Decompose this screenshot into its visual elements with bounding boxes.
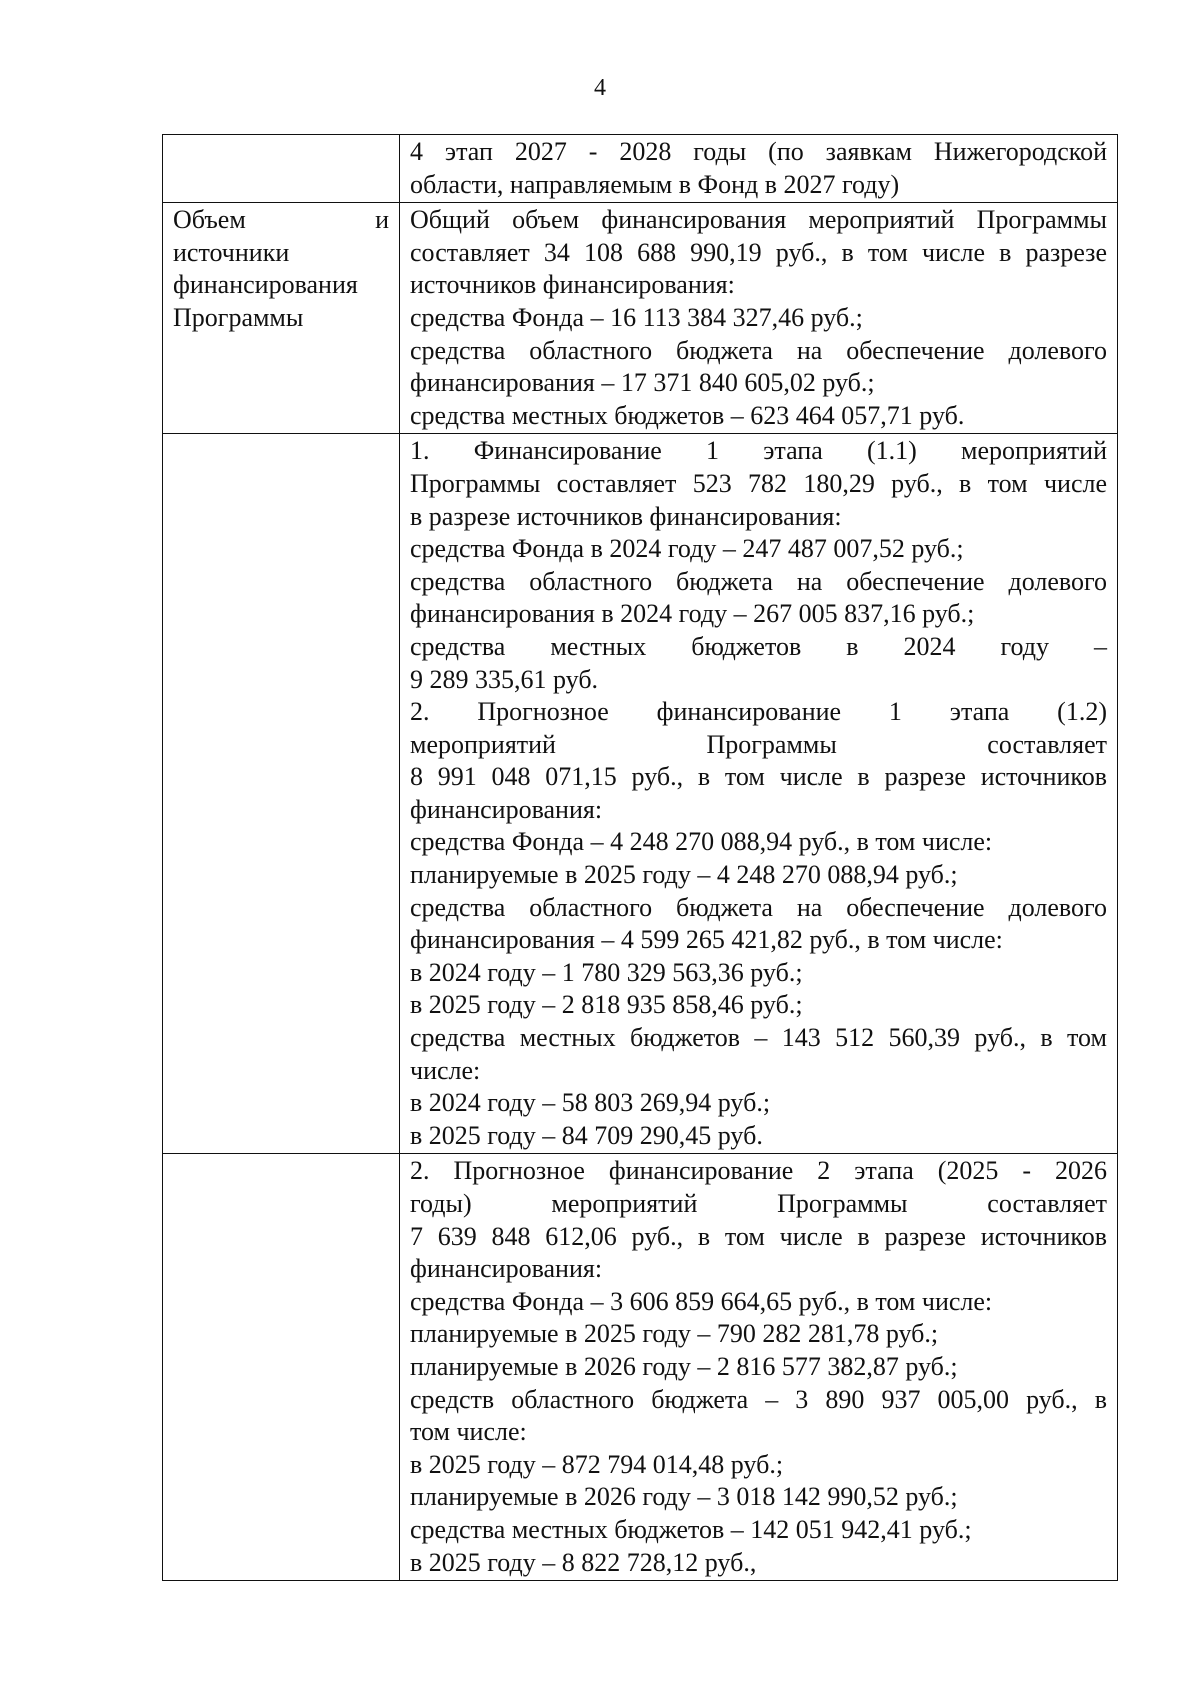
text-line: финансирования в 2024 году – 267 005 837,16 руб.; [410,599,975,629]
text-line: 4 этап 2027 - 2028 годы (по заявкам Нижегородской [410,137,1107,166]
table-row-stage-4 [163,135,1118,203]
label-line [173,204,389,237]
text-line: средства местных бюджетов – 142 051 942,41 руб.; [410,1514,972,1544]
table-row-stage-2 [163,1154,1118,1581]
text-line: финансирования – 17 371 840 605,02 руб.; [410,368,875,398]
table-row-stage-1 [163,434,1118,1154]
text-line: финансирования: [410,1254,603,1284]
program-passport-table [162,134,1118,1581]
text-line: в 2024 году – 1 780 329 563,36 руб.; [410,957,803,987]
row-content-cell [400,135,1118,203]
label-word: и [375,205,389,235]
text-line: Общий объем финансирования мероприятий Программы [410,205,1107,235]
text-line: Программы составляет 523 782 180,29 руб., в том числе [410,468,1107,498]
row-content-cell [400,203,1118,434]
text-line: средства местных бюджетов – 623 464 057,71 руб. [410,400,965,430]
row-content-cell [400,1154,1118,1581]
text-line: в 2025 году – 2 818 935 858,46 руб.; [410,990,803,1020]
text-line: средства Фонда – 3 606 859 664,65 руб., в том числе: [410,1286,993,1316]
row-content-cell [400,434,1118,1154]
table-row-financing-volume [163,203,1118,434]
text-line: средства местных бюджетов – 143 512 560,39 руб., в том [410,1023,1107,1053]
text-line: средства областного бюджета на обеспечение долевого [410,566,1107,596]
text-line: источников финансирования: [410,270,735,300]
text-line: 1. Финансирование 1 этапа (1.1) мероприятий [410,436,1107,466]
text-line: планируемые в 2025 году – 790 282 281,78 руб.; [410,1319,939,1349]
row-label-cell [163,135,400,203]
label-line: Программы [173,302,304,332]
text-line: средства Фонда в 2024 году – 247 487 007,52 руб.; [410,534,964,564]
text-line: 7 639 848 612,06 руб., в том числе в разрезе источников [410,1221,1107,1251]
text-line: финансирования – 4 599 265 421,82 руб., в том числе: [410,925,1003,955]
text-line: в 2025 году – 84 709 290,45 руб. [410,1120,763,1150]
text-line: средств областного бюджета – 3 890 937 005,00 руб., в [410,1384,1107,1414]
row-label-cell [163,434,400,1154]
text-line: средства местных бюджетов в 2024 году – [410,631,1107,661]
text-line: мероприятий Программы составляет [410,729,1107,759]
text-line: 8 991 048 071,15 руб., в том числе в разрезе источников [410,762,1107,792]
text-line: числе: [410,1055,481,1085]
text-line: годы) мероприятий Программы составляет [410,1189,1107,1218]
text-line: 2. Прогнозное финансирование 2 этапа (2025 - 2026 [410,1156,1107,1186]
text-line: планируемые в 2026 году – 2 816 577 382,87 руб.; [410,1351,958,1381]
text-line: в 2024 году – 58 803 269,94 руб.; [410,1088,771,1118]
text-line: средства областного бюджета на обеспечение долевого [410,892,1107,922]
page-number: 4 [594,75,606,101]
text-line: в 2025 году – 872 794 014,48 руб.; [410,1449,784,1479]
label-line: источники [173,237,290,267]
text-line: том числе: [410,1417,527,1447]
text-line: в разрезе источников финансирования: [410,501,842,531]
row-label-cell-financing [163,203,400,434]
text-line: составляет 34 108 688 990,19 руб., в том числе в разрезе [410,237,1107,267]
text-line: 9 289 335,61 руб. [410,664,599,694]
text-line: планируемые в 2025 году – 4 248 270 088,94 руб.; [410,860,958,890]
label-word: Объем [173,205,246,235]
text-line: в 2025 году – 8 822 728,12 руб., [410,1547,757,1577]
text-line: планируемые в 2026 году – 3 018 142 990,52 руб.; [410,1482,958,1512]
text-line: средства Фонда – 16 113 384 327,46 руб.; [410,302,863,332]
text-line: средства Фонда – 4 248 270 088,94 руб., в том числе: [410,827,993,857]
text-line: финансирования: [410,794,603,824]
text-line: средства областного бюджета на обеспечение долевого [410,335,1107,365]
text-line: области, направляемым в Фонд в 2027 году) [410,169,900,199]
row-label-cell [163,1154,400,1581]
label-line: финансирования [173,270,358,300]
text-line: 2. Прогнозное финансирование 1 этапа (1.2) [410,697,1107,727]
